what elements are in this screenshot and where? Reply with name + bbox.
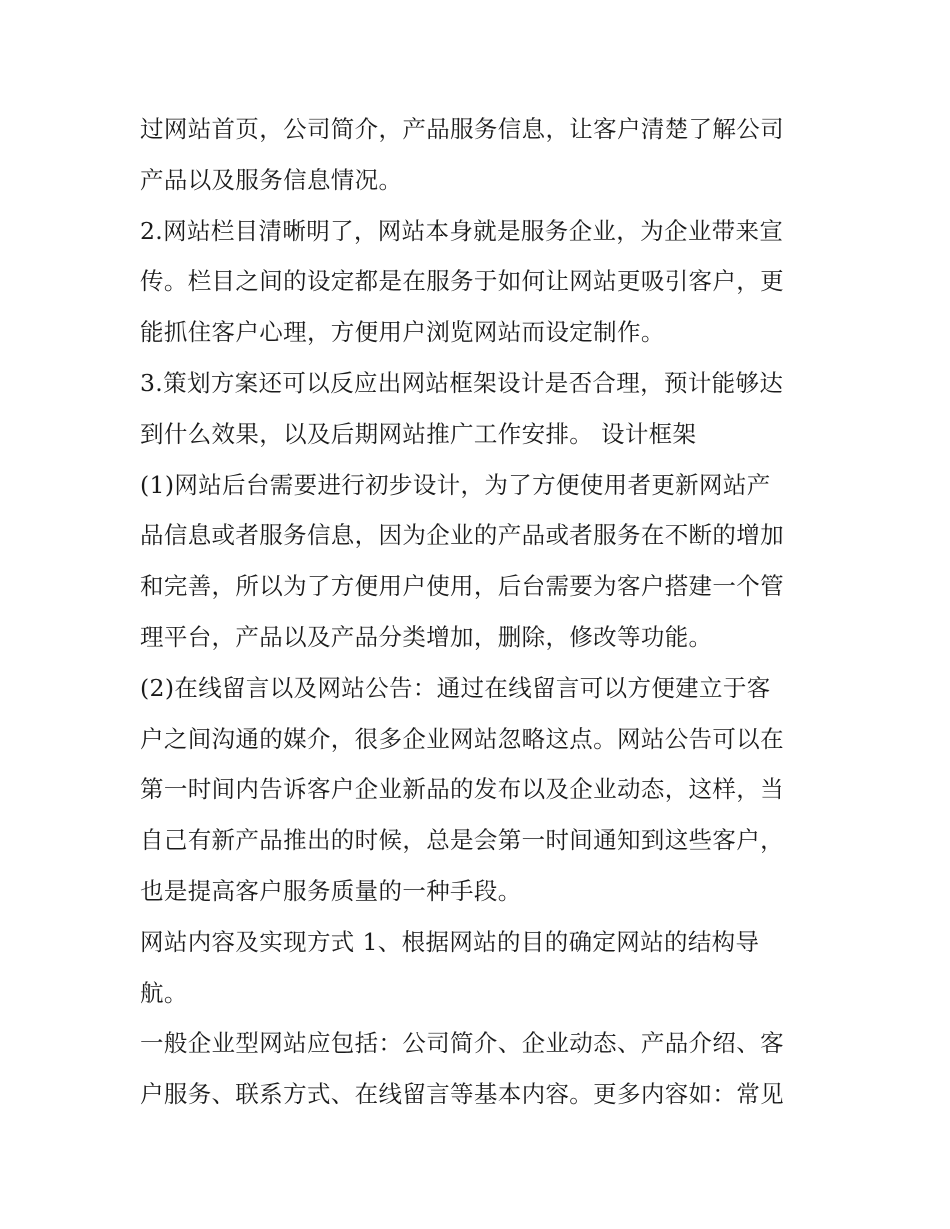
text-line: 3.策划方案还可以反应出网站框架设计是否合理，预计能够达: [140, 368, 784, 397]
text-line: 传。栏目之间的设定都是在服务于如何让网站更吸引客户，更: [140, 267, 784, 296]
text-line: 第一时间内告诉客户企业新品的发布以及企业动态，这样，当: [140, 775, 784, 804]
text-line: 品信息或者服务信息，因为企业的产品或者服务在不断的增加: [140, 521, 784, 550]
document-body: [140, 104, 820, 1120]
text-line: 也是提高客户服务质量的一种手段。: [140, 876, 522, 905]
text-line: 网站内容及实现方式 1、根据网站的目的确定网站的结构导: [140, 927, 760, 956]
text-line: (1)网站后台需要进行初步设计，为了方便使用者更新网站产: [140, 470, 771, 499]
text-line: 理平台，产品以及产品分类增加，删除，修改等功能。: [140, 622, 713, 651]
text-line: 到什么效果，以及后期网站推广工作安排。 设计框架: [140, 419, 697, 448]
text-line: 产品以及服务信息情况。: [140, 165, 403, 194]
text-line: 户服务、联系方式、在线留言等基本内容。更多内容如：常见: [140, 1080, 784, 1109]
text-line: (2)在线留言以及网站公告：通过在线留言可以方便建立于客: [140, 673, 771, 702]
text-line: 航。: [140, 978, 188, 1007]
text-line: 2.网站栏目清晰明了，网站本身就是服务企业，为企业带来宣: [140, 216, 784, 245]
text-line: 能抓住客户心理，方便用户浏览网站而设定制作。: [140, 318, 665, 347]
text-line: 和完善，所以为了方便用户使用，后台需要为客户搭建一个管: [140, 572, 784, 601]
text-line: 过网站首页，公司简介，产品服务信息，让客户清楚了解公司: [140, 115, 784, 143]
text-line: 一般企业型网站应包括：公司简介、企业动态、产品介绍、客: [140, 1029, 784, 1058]
text-line: 自己有新产品推出的时候，总是会第一时间通知到这些客户，: [140, 826, 784, 855]
text-line: 户之间沟通的媒介，很多企业网站忽略这点。网站公告可以在: [140, 724, 784, 753]
